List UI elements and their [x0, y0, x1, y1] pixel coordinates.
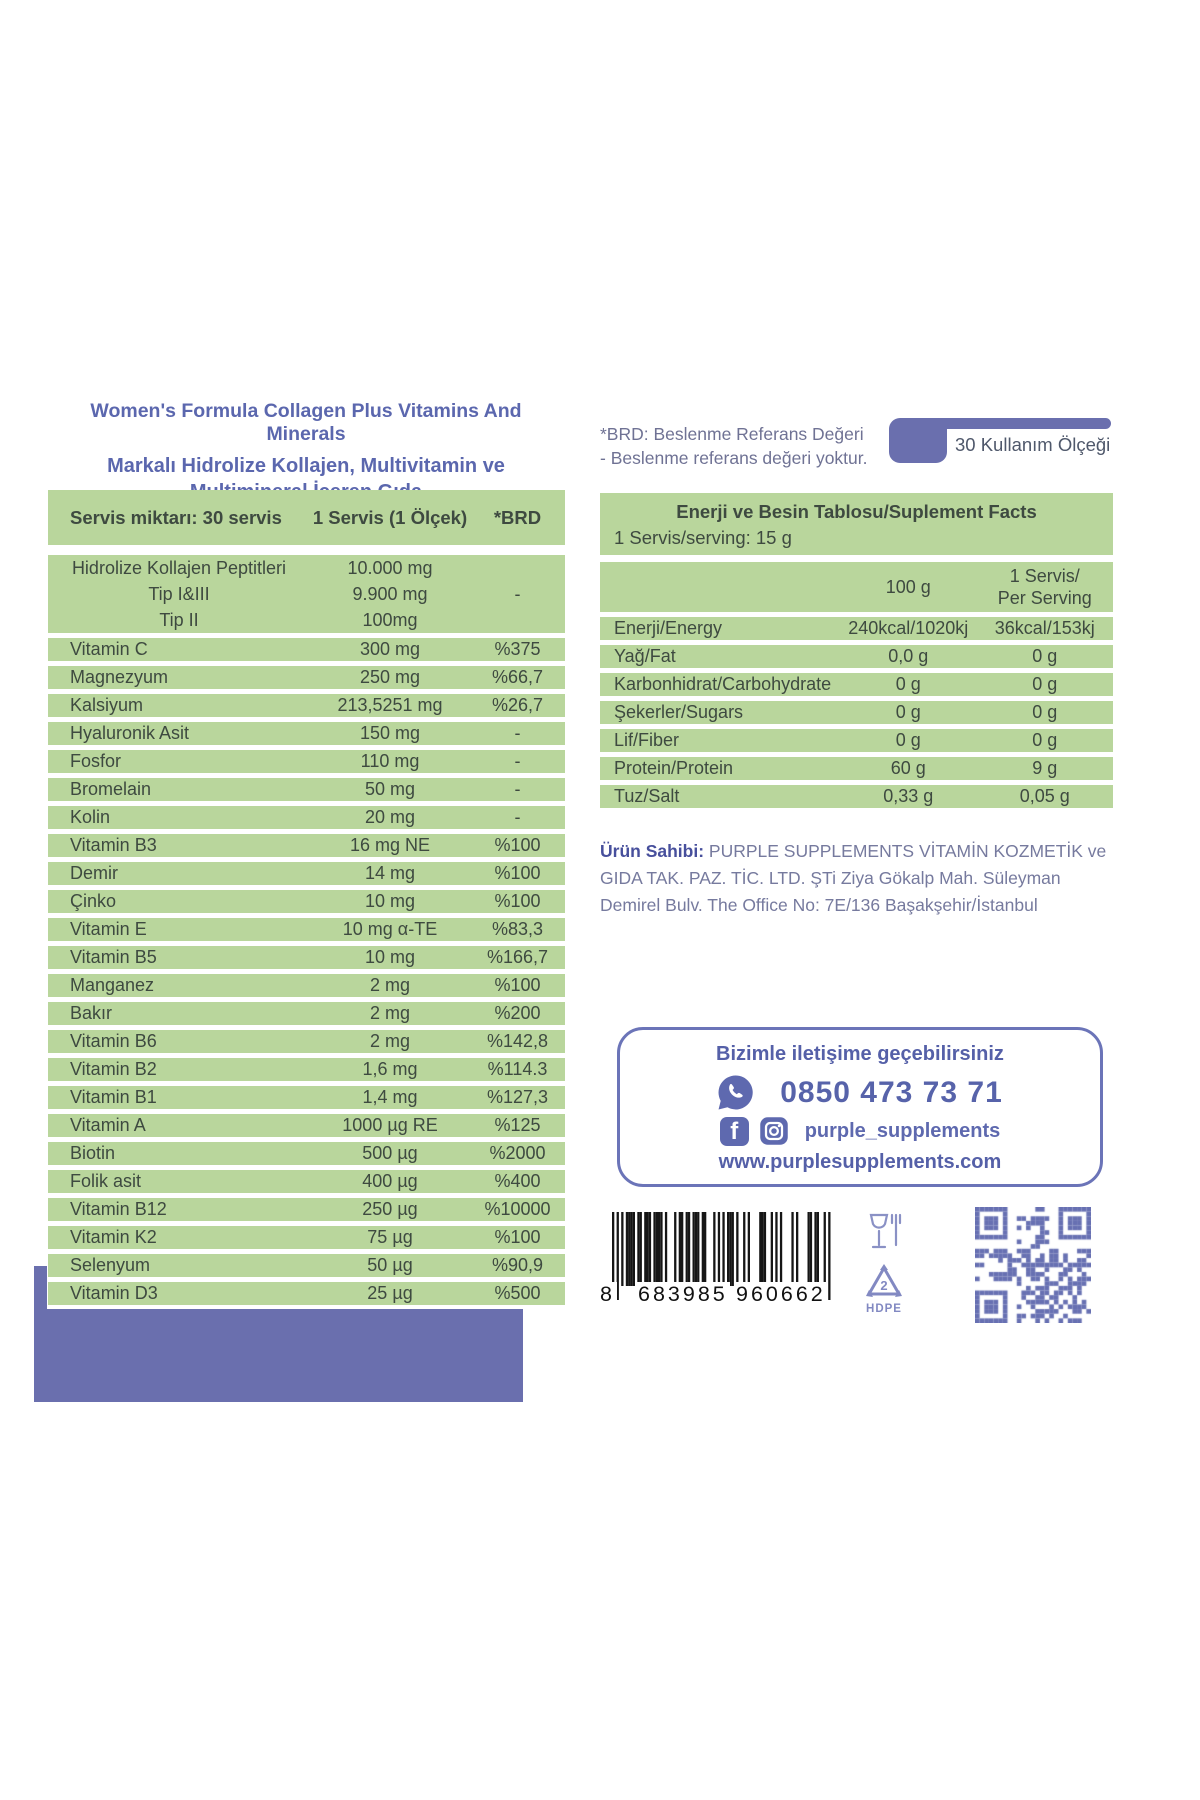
- collagen-brd: -: [514, 583, 521, 604]
- collagen-amounts: 10.000 mg 9.900 mg 100mg: [347, 558, 433, 630]
- social-handle: purple_supplements: [804, 1119, 1001, 1142]
- supplement-row: Vitamin B5 10 mg %166,7: [48, 946, 565, 969]
- owner-paragraph: [600, 838, 1118, 919]
- scoop-icon: [889, 418, 947, 463]
- supplement-row: Selenyum 50 µg %90,9: [48, 1254, 565, 1277]
- nutrition-row: Karbonhidrat/Carbohydrate 0 g 0 g: [600, 673, 1113, 696]
- nutrition-row: Protein/Protein 60 g 9 g: [600, 757, 1113, 780]
- collagen-row: [48, 555, 565, 633]
- qr-code: [975, 1207, 1091, 1323]
- supplement-row: Vitamin B2 1,6 mg %114.3: [48, 1058, 565, 1081]
- food-safe-glass-fork-icon: [860, 1212, 908, 1261]
- website-url: www.purplesupplements.com: [718, 1151, 1002, 1173]
- supplement-row: Vitamin E 10 mg α-TE %83,3: [48, 918, 565, 941]
- purple-accent-strip: [34, 1266, 47, 1312]
- nutrition-col-headers: [600, 562, 1113, 612]
- phone-row: [620, 1074, 1100, 1111]
- supplement-row: Vitamin A 1000 µg RE %125: [48, 1114, 565, 1137]
- supplement-row: Vitamin K2 75 µg %100: [48, 1226, 565, 1249]
- nutrition-row: Enerji/Energy 240kcal/1020kj 36kcal/153kj: [600, 617, 1113, 640]
- supplement-row: Hyaluronik Asit 150 mg -: [48, 722, 565, 745]
- product-subtitle-line1: Markalı Hidrolize Kollajen, Multivitamin ve: [107, 455, 505, 477]
- supplement-row: Vitamin D3 25 µg %500: [48, 1282, 565, 1305]
- supplement-row: Çinko 10 mg %100: [48, 890, 565, 913]
- owner-label: Ürün Sahibi:: [600, 840, 705, 861]
- resin-number: 2: [880, 1278, 888, 1293]
- supplement-row: Vitamin B1 1,4 mg %127,3: [48, 1086, 565, 1109]
- product-title: Women's Formula Collagen Plus Vitamins And Minerals: [90, 400, 522, 445]
- supplement-rows: [48, 638, 565, 1305]
- owner-text: PURPLE SUPPLEMENTS VİTAMİN KOZMETİK ve GIDA TAK. PAZ. TİC. LTD. ŞTi Ziya Gökalp Mah. Süleyman Demirel Bulv. The Office No: 7E/136 Başakşehir/İstanbul: [600, 840, 1107, 915]
- nutrition-title-block: [600, 493, 1113, 555]
- brd-footnote: [600, 422, 868, 470]
- scoop-badge-label: 30 Kullanım Ölçeği: [955, 434, 1111, 455]
- phone-number: 0850 473 73 71: [780, 1075, 1003, 1109]
- nutrition-title: Enerji ve Besin Tablosu/Suplement Facts: [676, 501, 1037, 522]
- whatsapp-icon: [717, 1074, 754, 1111]
- supplement-row: Manganez 2 mg %100: [48, 974, 565, 997]
- supplement-row: Demir 14 mg %100: [48, 862, 565, 885]
- nutrition-rows: [600, 617, 1113, 808]
- supplement-row: Vitamin C 300 mg %375: [48, 638, 565, 661]
- supplement-row: Magnezyum 250 mg %66,7: [48, 666, 565, 689]
- supplement-facts-table: [48, 490, 565, 1310]
- instagram-icon: [759, 1116, 789, 1146]
- social-row: [620, 1116, 1100, 1146]
- supplement-row: Vitamin B3 16 mg NE %100: [48, 834, 565, 857]
- brd-footnote-line1: *BRD: Beslenme Referans Değeri: [600, 424, 864, 444]
- supplement-table-header: [48, 490, 565, 545]
- header-serving-count: Servis miktarı: 30 servis: [70, 506, 282, 528]
- nutrition-table: [600, 493, 1113, 813]
- header-amount-col: 1 Servis (1 Ölçek): [312, 506, 468, 528]
- purple-accent-block: [34, 1309, 523, 1402]
- contact-card: [617, 1027, 1103, 1187]
- nutrition-serving: 1 Servis/serving: 15 g: [614, 527, 792, 548]
- packaging-icons: [860, 1212, 908, 1315]
- nutrition-row: Şekerler/Sugars 0 g 0 g: [600, 701, 1113, 724]
- hdpe-recycle-icon: [860, 1264, 908, 1305]
- nutrition-row: Tuz/Salt 0,33 g 0,05 g: [600, 785, 1113, 808]
- supplement-row: Bromelain 50 mg -: [48, 778, 565, 801]
- col-per-serving: 1 Servis/ Per Serving: [997, 566, 1092, 608]
- facebook-icon: f: [720, 1117, 749, 1146]
- collagen-names: Hidrolize Kollajen Peptitleri Tip I&III Tip II: [71, 558, 287, 630]
- supplement-row: Biotin 500 µg %2000: [48, 1142, 565, 1165]
- header-brd-col: *BRD: [493, 506, 542, 528]
- supplement-row: Kalsiyum 213,5251 mg %26,7: [48, 694, 565, 717]
- ean-barcode: 8 683985 960662: [606, 1212, 850, 1316]
- supplement-row: Bakır 2 mg %200: [48, 1002, 565, 1025]
- nutrition-row: Yağ/Fat 0,0 g 0 g: [600, 645, 1113, 668]
- contact-title: Bizimle iletişime geçebilirsiniz: [716, 1043, 1004, 1065]
- col-100g: 100 g: [885, 576, 931, 597]
- nutrition-row: Lif/Fiber 0 g 0 g: [600, 729, 1113, 752]
- supplement-row: Vitamin B6 2 mg %142,8: [48, 1030, 565, 1053]
- supplement-row: Vitamin B12 250 µg %10000: [48, 1198, 565, 1221]
- supplement-row: Fosfor 110 mg -: [48, 750, 565, 773]
- supplement-row: Folik asit 400 µg %400: [48, 1170, 565, 1193]
- resin-label: HDPE: [866, 1303, 902, 1315]
- brd-footnote-line2: - Beslenme referans değeri yoktur.: [600, 448, 868, 468]
- scoop-badge: [889, 418, 1111, 464]
- supplement-row: Kolin 20 mg -: [48, 806, 565, 829]
